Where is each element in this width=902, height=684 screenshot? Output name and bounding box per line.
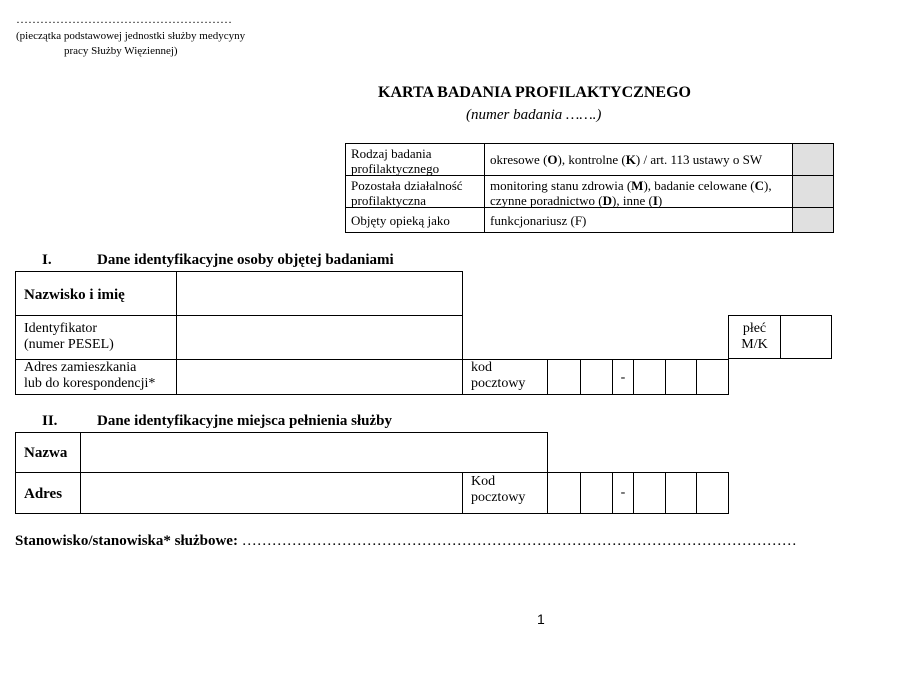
postal-code-label-line2: pocztowy (471, 376, 526, 391)
workplace-address-field[interactable] (80, 472, 463, 514)
exam-type-label: Rodzaj badania profilaktycznego (345, 143, 485, 176)
address-field[interactable] (176, 359, 463, 395)
workplace-postal-dash: - (612, 472, 634, 514)
stamp-caption-line2: pracy Służby Więziennej) (64, 45, 178, 57)
postal-digit-3[interactable] (633, 359, 666, 395)
workplace-name-label: Nazwa (15, 432, 81, 473)
workplace-address-label: Adres (15, 472, 81, 514)
page-title: KARTA BADANIA PROFILAKTYCZNEGO (378, 84, 691, 101)
other-activity-options (484, 175, 793, 208)
covered-as-label: Objęty opieką jako (345, 207, 485, 233)
covered-as-field[interactable] (792, 207, 834, 233)
exam-type-options (484, 143, 793, 176)
other-activity-label: Pozostała działalność profilaktyczna (345, 175, 485, 208)
name-label: Nazwisko i imię (15, 271, 177, 316)
address-label-line2: lub do korespondencji* (24, 376, 156, 391)
covered-as-options-text: funkcjonariusz (F) (490, 212, 587, 228)
workplace-postal-label-line1: Kod (471, 474, 496, 489)
name-field[interactable] (176, 271, 463, 316)
address-label-line1: Adres zamieszkania (24, 360, 137, 375)
sex-label-line2: M/K (741, 337, 768, 352)
workplace-postal-digit-2[interactable] (580, 472, 613, 514)
address-label (15, 359, 177, 395)
other-activity-field[interactable] (792, 175, 834, 208)
section1-number: I. (42, 252, 52, 268)
postal-digit-2[interactable] (580, 359, 613, 395)
workplace-postal-label (462, 472, 548, 514)
pesel-label (15, 315, 177, 360)
workplace-postal-digit-4[interactable] (665, 472, 697, 514)
sex-label-line1: płeć (742, 321, 767, 336)
section2-number: II. (42, 413, 58, 429)
postal-code-label (462, 359, 548, 395)
position-label: Stanowisko/stanowiska* służbowe: (15, 533, 238, 549)
postal-digit-4[interactable] (665, 359, 697, 395)
position-dots[interactable]: ………………………………………………………………………………………………… (241, 533, 797, 549)
exam-type-options-text: okresowe (O), kontrolne (K) / art. 113 ustawy o SW (490, 152, 763, 167)
postal-digit-5[interactable] (696, 359, 729, 395)
stamp-caption-line1: (pieczątka podstawowej jednostki służby medycyny (16, 30, 246, 42)
workplace-postal-digit-3[interactable] (633, 472, 666, 514)
sex-field[interactable] (780, 315, 832, 359)
pesel-label-line2: (numer PESEL) (24, 337, 114, 352)
stamp-dots: ……………………………………………… (16, 12, 232, 26)
workplace-name-field[interactable] (80, 432, 548, 473)
exam-number: (numer badania …….) (466, 107, 602, 123)
position-line (15, 532, 797, 550)
workplace-postal-digit-5[interactable] (696, 472, 729, 514)
other-activity-options-text: monitoring stanu zdrowia (M), badanie celowane (C), czynne poradnictwo (D), inne (I) (490, 178, 772, 208)
postal-digit-1[interactable] (547, 359, 581, 395)
postal-dash: - (612, 359, 634, 395)
section1-title: Dane identyfikacyjne osoby objętej badaniami (97, 252, 394, 268)
section2-title: Dane identyfikacyjne miejsca pełnienia służby (97, 413, 392, 429)
pesel-label-line1: Identyfikator (24, 321, 98, 336)
exam-type-field[interactable] (792, 143, 834, 176)
page-number: 1 (537, 611, 545, 627)
pesel-field[interactable] (176, 315, 463, 360)
covered-as-options (484, 207, 793, 233)
workplace-postal-label-line2: pocztowy (471, 490, 526, 505)
workplace-postal-digit-1[interactable] (547, 472, 581, 514)
sex-label (728, 315, 781, 359)
postal-code-label-line1: kod (471, 360, 492, 375)
